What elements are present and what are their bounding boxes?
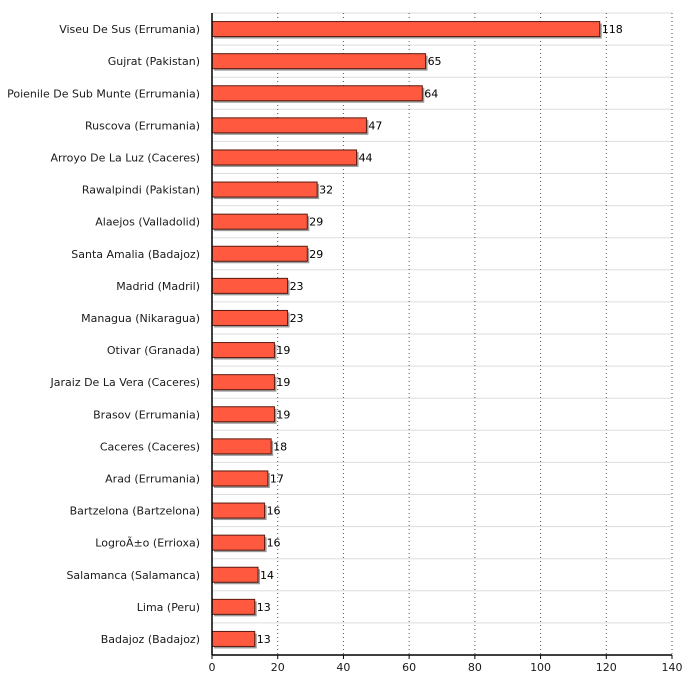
bar xyxy=(212,246,307,261)
bar xyxy=(212,631,255,646)
value-label: 32 xyxy=(319,183,334,197)
category-label: Ruscova (Errumania) xyxy=(85,119,200,133)
x-tick-label: 140 xyxy=(661,661,683,674)
bar xyxy=(212,22,600,37)
category-label: Madrid (Madril) xyxy=(116,279,200,293)
bar xyxy=(212,535,265,550)
category-label: Bartzelona (Bartzelona) xyxy=(69,504,200,518)
x-tick-label: 100 xyxy=(530,661,552,674)
bar xyxy=(212,54,426,69)
x-tick-label: 120 xyxy=(595,661,617,674)
bar xyxy=(212,182,317,197)
category-label: Salamanca (Salamanca) xyxy=(66,568,200,582)
category-label: Rawalpindi (Pakistan) xyxy=(81,183,200,197)
category-label: Jaraiz De La Vera (Caceres) xyxy=(50,376,200,390)
bar xyxy=(212,150,357,165)
bar xyxy=(212,86,422,101)
bar xyxy=(212,407,274,422)
category-label: Viseu De Sus (Errumania) xyxy=(59,23,200,37)
category-label: Gujrat (Pakistan) xyxy=(107,55,200,69)
x-tick-label: 20 xyxy=(270,661,285,674)
value-label: 18 xyxy=(273,440,288,454)
value-label: 29 xyxy=(309,215,324,229)
bar xyxy=(212,375,274,390)
value-label: 29 xyxy=(309,247,324,261)
category-label: Arad (Errumania) xyxy=(105,472,200,486)
category-label: Otivar (Granada) xyxy=(106,344,200,358)
value-label: 64 xyxy=(424,87,439,101)
category-label: Arroyo De La Luz (Caceres) xyxy=(50,151,200,165)
value-label: 13 xyxy=(256,632,271,646)
category-label: Managua (Nikaragua) xyxy=(81,311,200,325)
value-label: 19 xyxy=(276,344,291,358)
value-label: 44 xyxy=(358,151,373,165)
bar xyxy=(212,567,258,582)
bar xyxy=(212,310,288,325)
bar xyxy=(212,118,366,133)
value-label: 14 xyxy=(260,568,274,582)
bar xyxy=(212,439,271,454)
value-label: 23 xyxy=(289,311,304,325)
category-label: Caceres (Caceres) xyxy=(99,440,200,454)
category-label: Alaejos (Valladolid) xyxy=(95,215,200,229)
bar xyxy=(212,599,255,614)
value-label: 23 xyxy=(289,279,304,293)
x-tick-label: 40 xyxy=(336,661,351,674)
value-label: 16 xyxy=(266,536,281,550)
value-label: 17 xyxy=(269,472,284,486)
value-label: 118 xyxy=(601,23,623,37)
bar xyxy=(212,503,265,518)
x-tick-label: 80 xyxy=(467,661,482,674)
value-label: 13 xyxy=(256,600,271,614)
bar xyxy=(212,471,268,486)
category-label: Lima (Peru) xyxy=(136,600,200,614)
bars-layer xyxy=(212,22,602,649)
category-label: Santa Amalia (Badajoz) xyxy=(71,247,200,261)
x-tick-label: 0 xyxy=(208,661,216,674)
value-label: 19 xyxy=(276,408,291,422)
category-label: Brasov (Errumania) xyxy=(93,408,200,422)
category-label: Poienile De Sub Munte (Errumania) xyxy=(7,87,200,101)
value-label: 19 xyxy=(276,376,291,390)
bar xyxy=(212,343,274,358)
bar xyxy=(212,214,307,229)
value-label: 65 xyxy=(427,55,442,69)
x-tick-label: 60 xyxy=(402,661,417,674)
value-label: 16 xyxy=(266,504,281,518)
value-label: 47 xyxy=(368,119,383,133)
grid-layer xyxy=(212,13,672,655)
bar xyxy=(212,278,288,293)
category-label: LogroÃ±o (Errioxa) xyxy=(95,536,200,550)
category-label: Badajoz (Badajoz) xyxy=(100,632,200,646)
